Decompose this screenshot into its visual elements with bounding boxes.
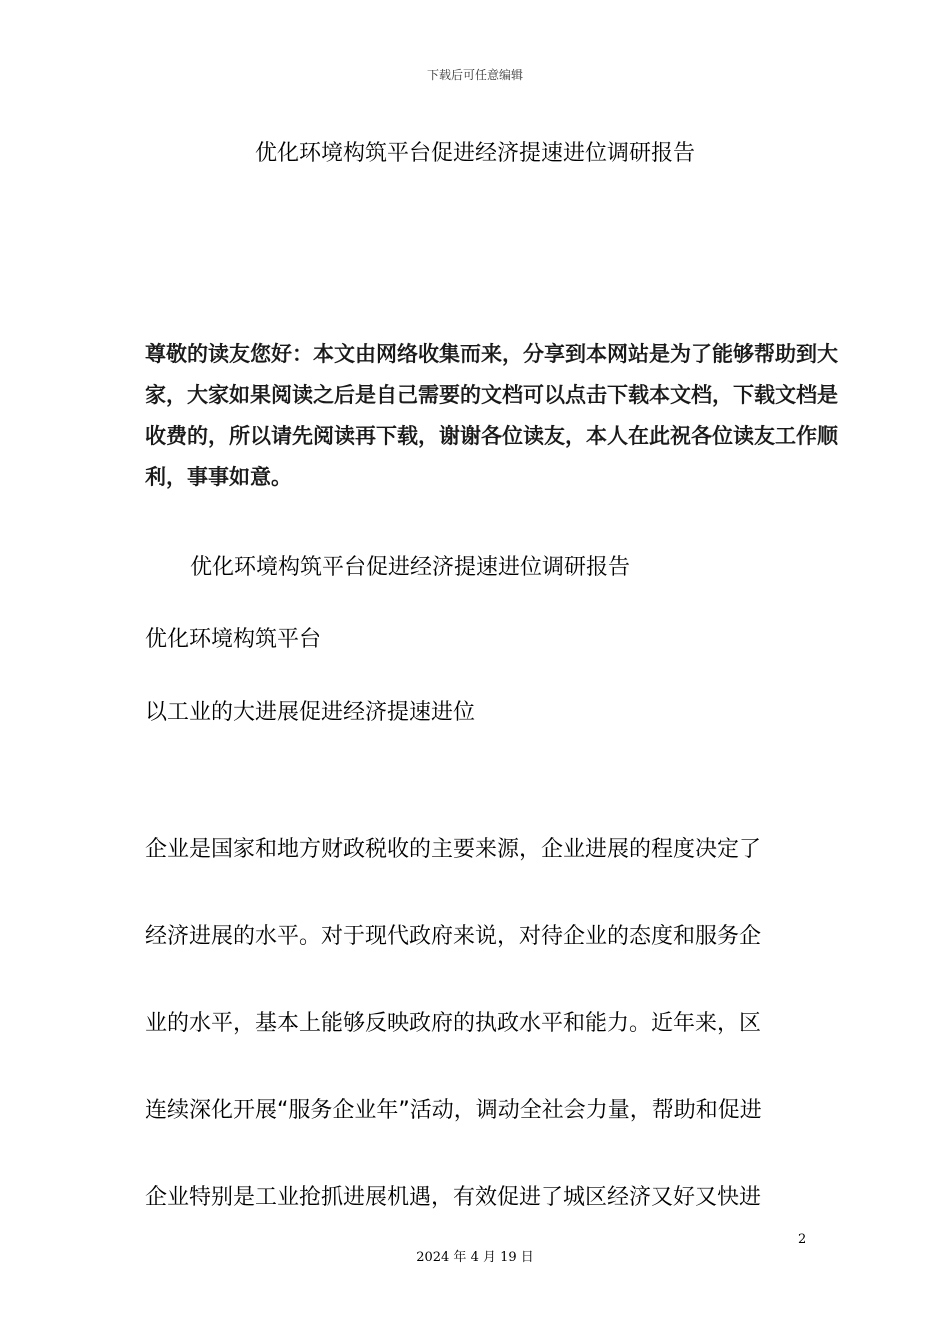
subtitle: 以工业的大进展促进经济提速进位 [145, 700, 476, 725]
section-title: 优化环境构筑平台促进经济提速进位调研报告 [190, 555, 631, 580]
footer-date: 2024 年 4 月 19 日 [416, 1250, 534, 1265]
paragraph-line: 企业是国家和地方财政税收的主要来源，企业进展的程度决定了 [145, 837, 762, 862]
reader-notice [145, 334, 838, 498]
page-number: 2 [798, 1232, 807, 1247]
subtitle: 优化环境构筑平台 [145, 627, 322, 652]
paragraph-line: 经济进展的水平。对于现代政府来说，对待企业的态度和服务企 [145, 924, 762, 949]
paragraph-line: 企业特别是工业抢抓进展机遇，有效促进了城区经济又好又快进 [145, 1185, 762, 1210]
notice-line: 家，大家如果阅读之后是自己需要的文档可以点击下载本文档，下载文档是 [145, 383, 838, 407]
page-header: 下载后可任意编辑 [426, 68, 523, 82]
notice-line: 尊敬的读友您好：本文由网络收集而来，分享到本网站是为了能够帮助到大 [145, 342, 838, 366]
paragraph-line: 业的水平，基本上能够反映政府的执政水平和能力。近年来，区 [145, 1011, 762, 1036]
notice-line: 收费的，所以请先阅读再下载，谢谢各位读友，本人在此祝各位读友工作顺 [145, 424, 838, 448]
notice-line: 利，事事如意。 [145, 465, 292, 489]
paragraph-line: 连续深化开展“服务企业年”活动，调动全社会力量，帮助和促进 [145, 1098, 762, 1123]
document-title: 优化环境构筑平台促进经济提速进位调研报告 [254, 141, 695, 166]
